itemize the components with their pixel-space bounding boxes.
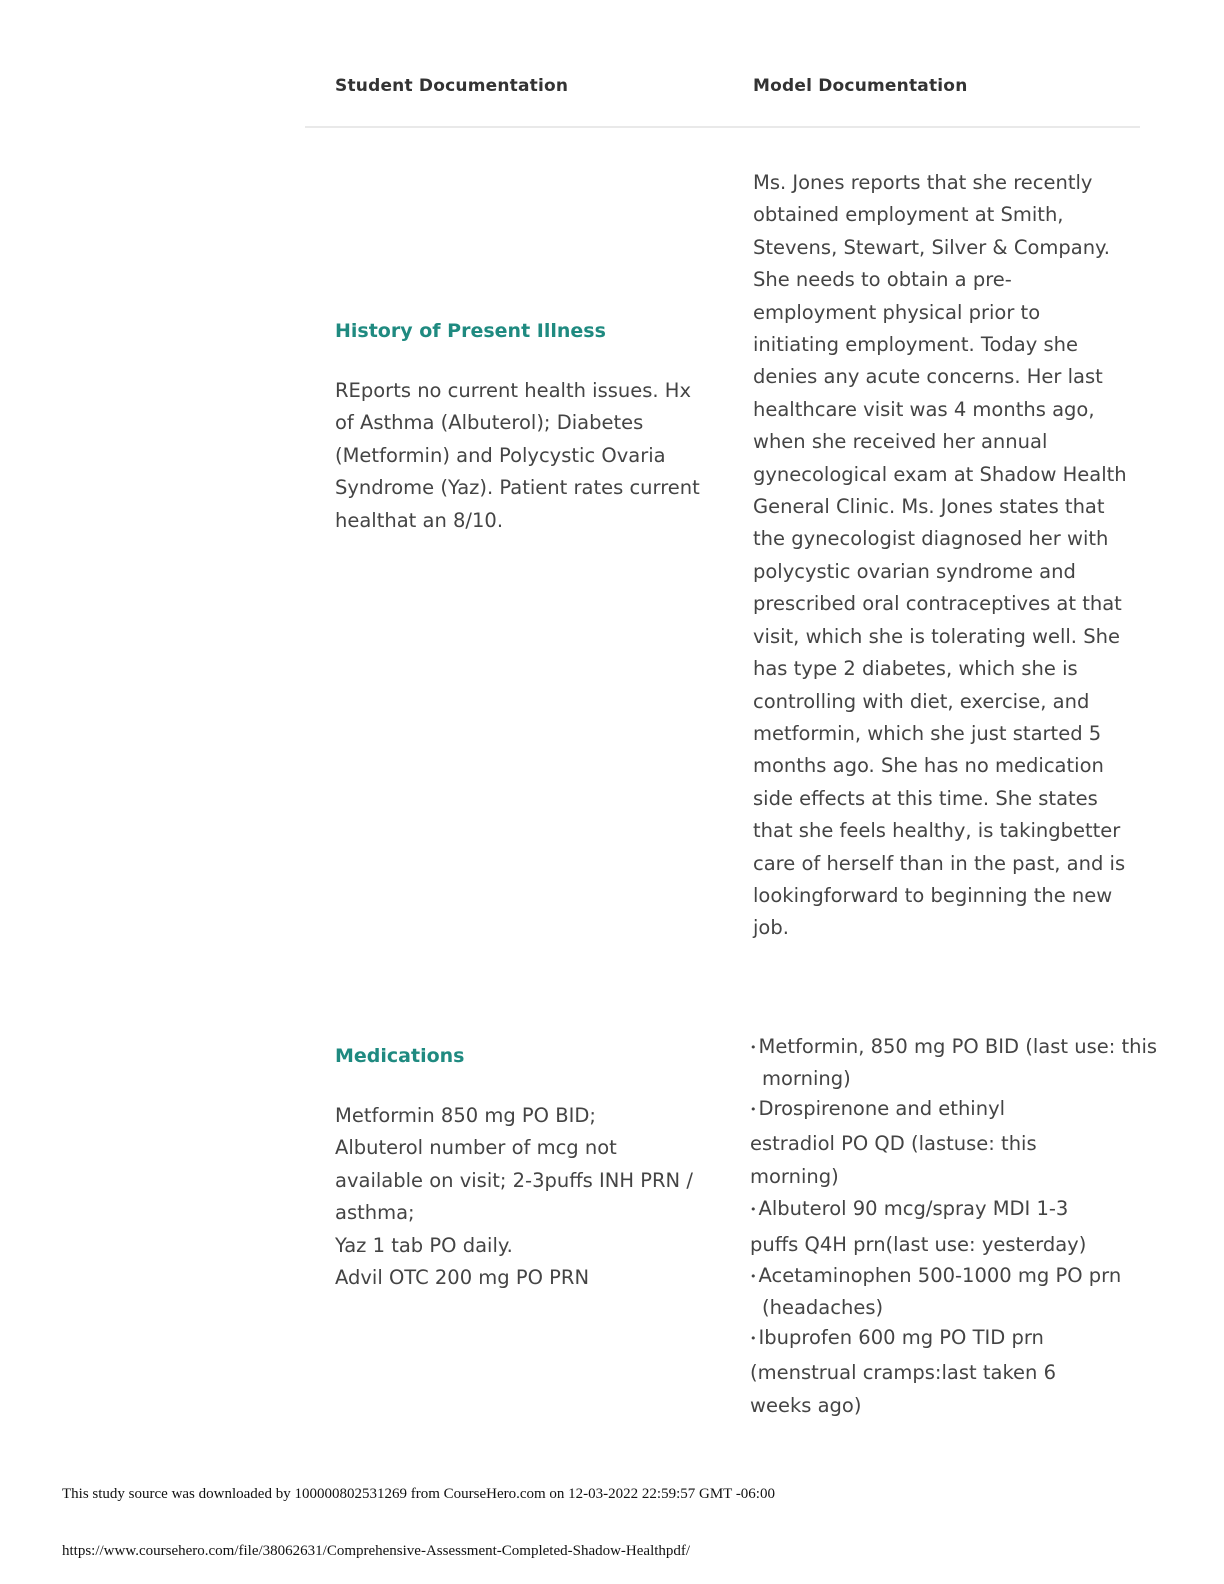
- student-documentation-header: Student Documentation: [335, 76, 569, 96]
- download-note: This study source was downloaded by 100000802531269 from CourseHero.com on 12-03-2022 22:59:57 GMT -06:00: [62, 1486, 775, 1502]
- header-divider: [305, 126, 1140, 128]
- bullet-icon: •: [750, 1103, 757, 1116]
- medications-student-text: [335, 1100, 705, 1294]
- model-med-item: [750, 1193, 1090, 1261]
- model-med-item: [750, 1032, 1172, 1093]
- model-med-item: [750, 1261, 1162, 1322]
- hpi-section-title: History of Present Illness: [335, 320, 606, 342]
- hpi-student-text: REports no current health issues. Hx of Asthma (Albuterol); Diabetes (Metformin) and Polycystic Ovaria Syndrome (Yaz). Patient rates current healthat an 8/10.: [335, 379, 700, 532]
- bullet-icon: •: [750, 1203, 757, 1217]
- student-med-line: Albuterol number of mcg not available on visit; 2-3puffs INH PRN / asthma;: [335, 1136, 693, 1225]
- model-med-text: Ibuprofen 600 mg PO TID prn (menstrual cramps:last taken 6 weeks ago): [750, 1326, 1057, 1417]
- hpi-model-text: Ms. Jones reports that she recently obtained employment at Smith, Stevens, Stewart, Silver & Company. She needs to obtain a pre-employment physical prior to initiating employment. Today she denies any acute concerns. Her last healthcare visit was 4 months ago, when she received her annual gynecological exam at Shadow Health General Clinic. Ms. Jones states that the gynecologist diagnosed her with polycystic ovarian syndrome and prescribed oral contraceptives at that visit, which she is tolerating well. She has type 2 diabetes, which she is controlling with diet, exercise, and metformin, which she just started 5 months ago. She has no medication side effects at this time. She states that she feels healthy, is takingbetter care of herself than in the past, and is lookingforward to beginning the new job.: [753, 171, 1127, 940]
- model-med-text: Drospirenone and ethinyl estradiol PO QD (lastuse: this morning): [750, 1097, 1037, 1188]
- bullet-icon: •: [750, 1041, 757, 1054]
- model-med-text: Albuterol 90 mcg/spray MDI 1-3 puffs Q4H prn(last use: yesterday): [750, 1197, 1087, 1256]
- bullet-icon: •: [750, 1270, 757, 1284]
- model-med-text: Metformin, 850 mg PO BID (last use: this morning): [758, 1035, 1158, 1090]
- model-documentation-header: Model Documentation: [753, 76, 968, 96]
- model-med-item: [750, 1322, 1070, 1422]
- student-med-line: Yaz 1 tab PO daily.: [335, 1233, 513, 1257]
- model-med-text: Acetaminophen 500-1000 mg PO prn (headaches): [758, 1264, 1122, 1320]
- medications-section-title: Medications: [335, 1045, 465, 1067]
- bullet-icon: •: [750, 1332, 757, 1346]
- student-med-line: Advil OTC 200 mg PO PRN: [335, 1266, 590, 1290]
- medications-model-list: [750, 1032, 1170, 1422]
- source-url[interactable]: https://www.coursehero.com/file/38062631/Comprehensive-Assessment-Completed-Shadow-Healthpdf/: [62, 1543, 691, 1559]
- student-med-line: Metformin 850 mg PO BID;: [335, 1104, 596, 1127]
- model-med-item: [750, 1093, 1050, 1193]
